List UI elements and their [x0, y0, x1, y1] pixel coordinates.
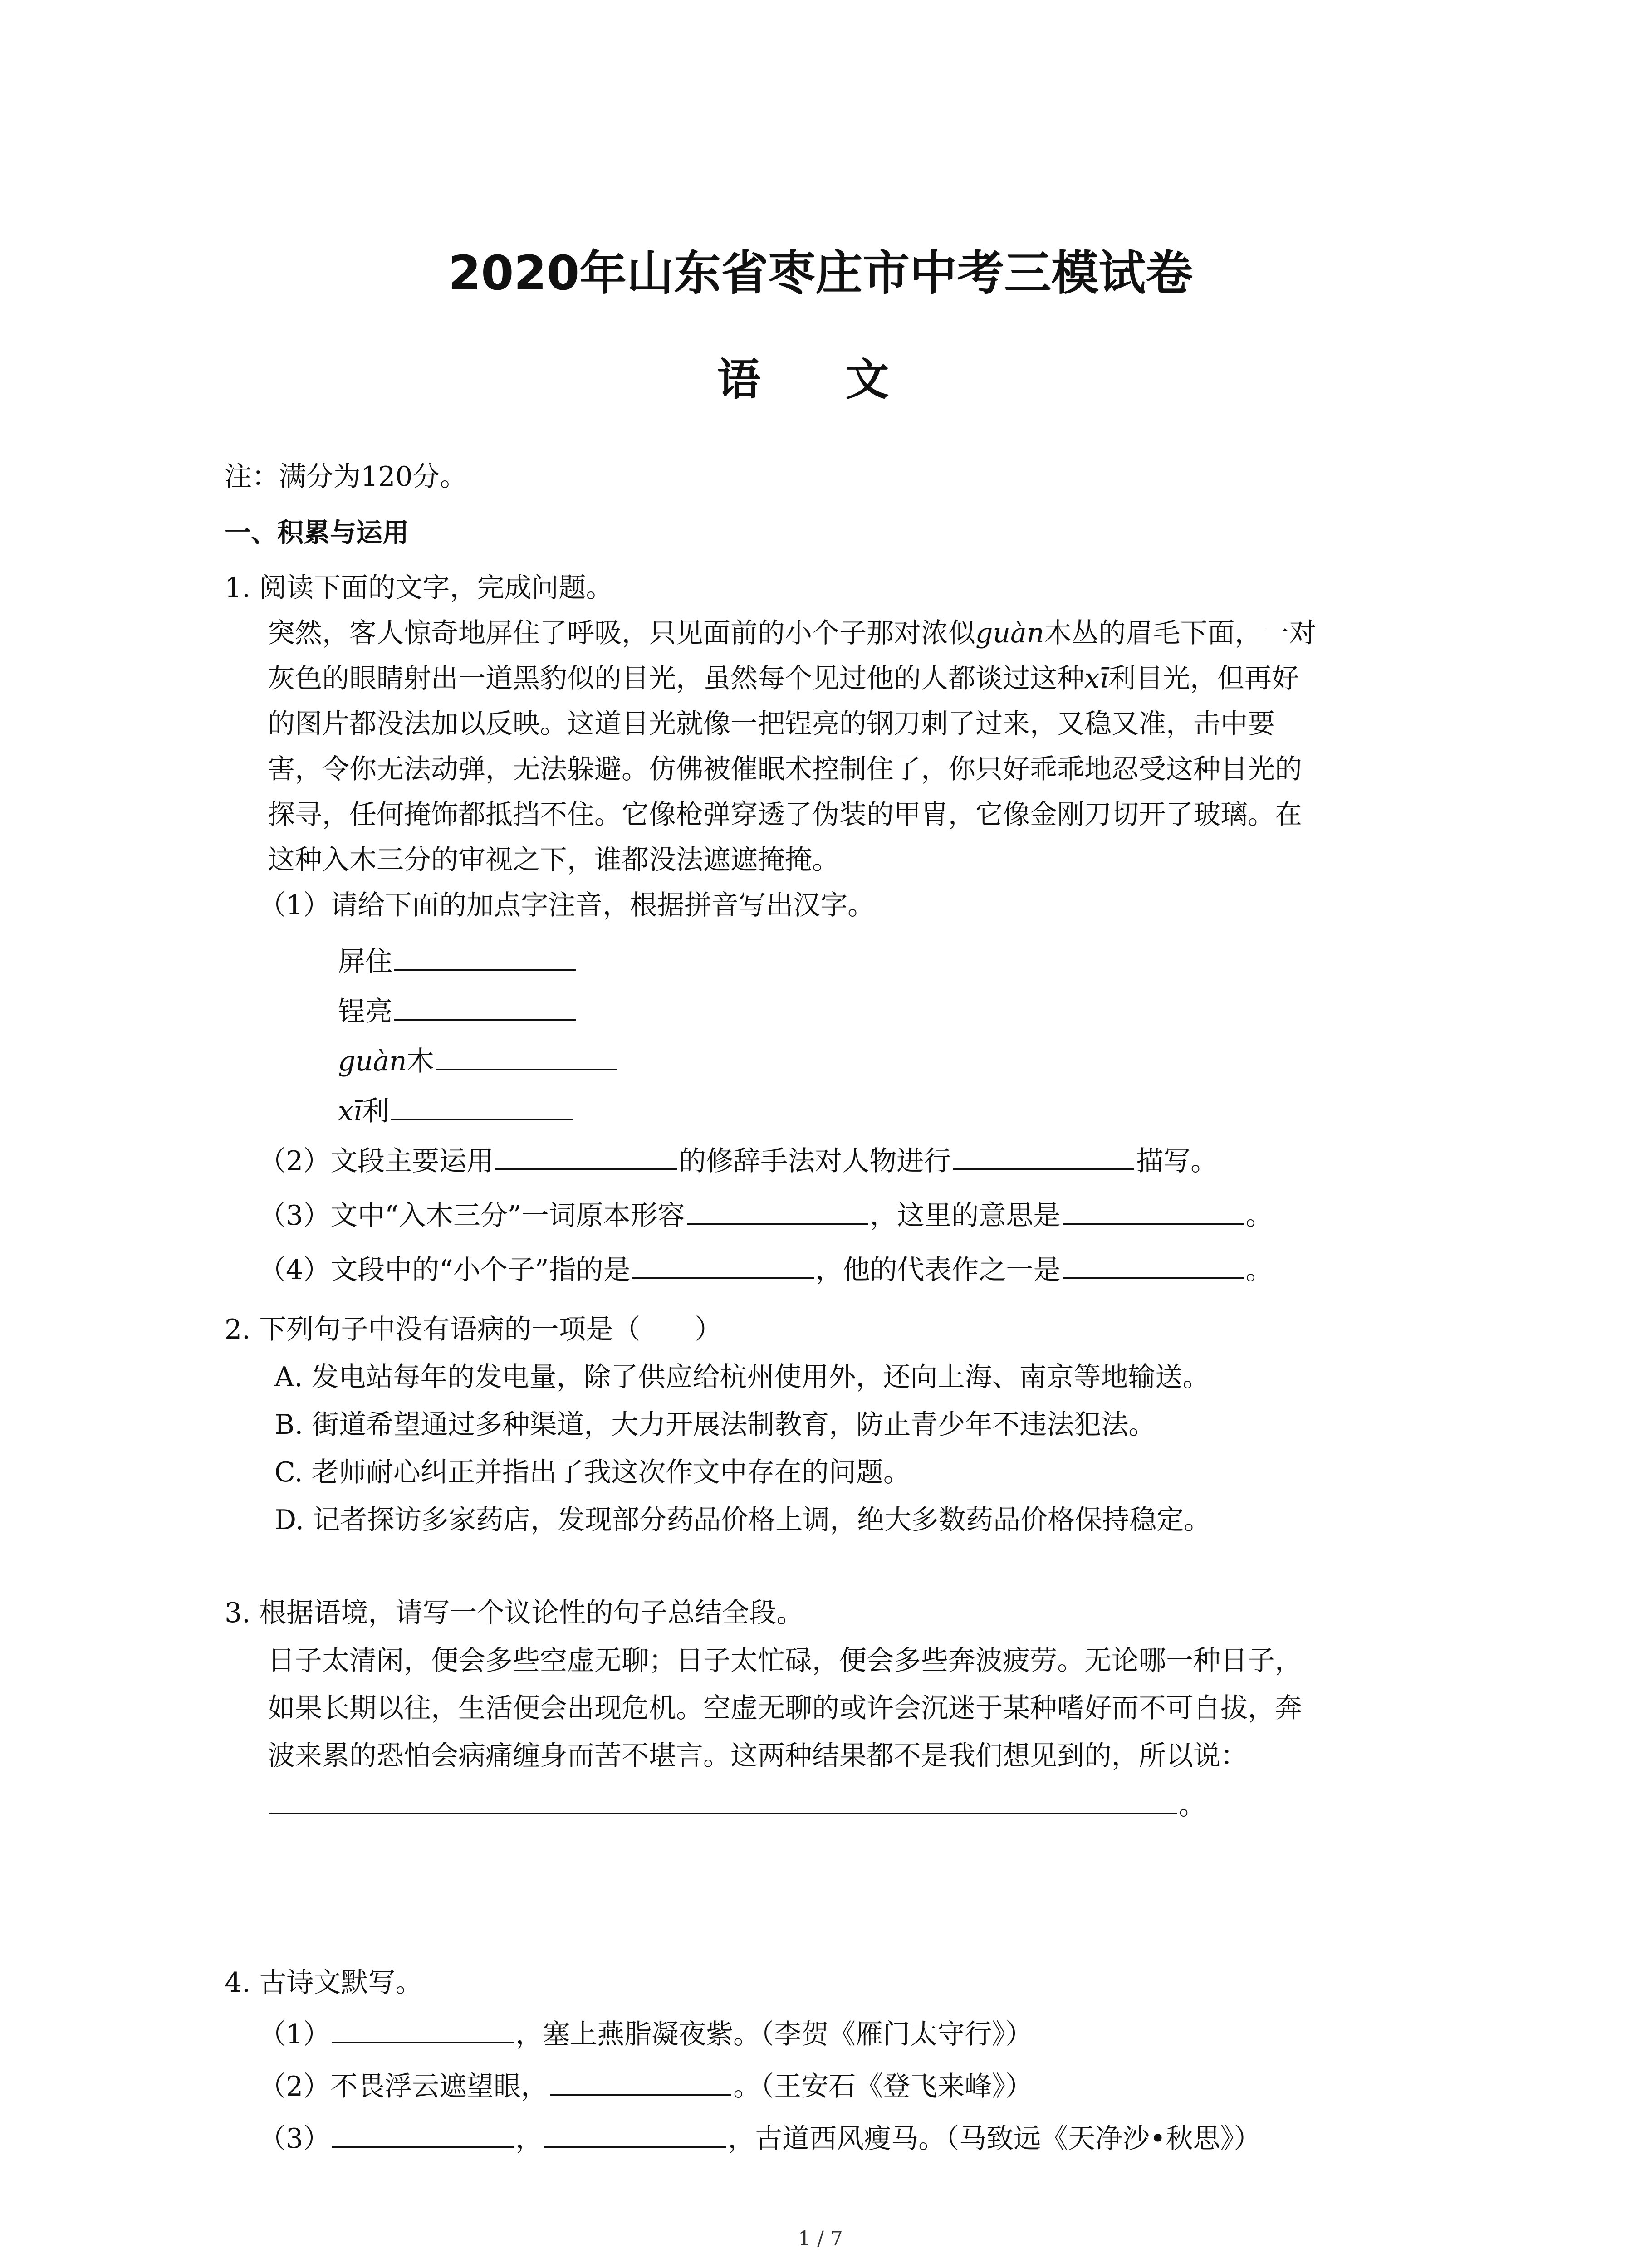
q3-line: 如果长期以往，生活便会出现危机。空虚无聊的或许会沉迷于某种嗜好而不可自拔，奔	[268, 1692, 1302, 1724]
passage-text: 灰色的眼睛射出一道黑豹似的目光，虽然每个见过他的人都谈过这种	[268, 663, 1084, 694]
answer-blank[interactable]	[394, 943, 576, 971]
answer-blank[interactable]	[332, 2016, 514, 2043]
q4-item-2: （2）不畏浮云遮望眼， 。（王安石《登飞来峰》）	[259, 2068, 1033, 2103]
passage-text: 木丛的眉毛下面，一对	[1044, 617, 1317, 649]
answer-blank[interactable]	[394, 993, 576, 1021]
q1-passage-line	[268, 617, 1316, 650]
q2-option-c[interactable]: C. 老师耐心纠正并指出了我这次作文中存在的问题。	[274, 1457, 911, 1488]
q1-passage-line: 害，令你无法动弹，无法躲避。仿佛被催眠术控制住了，你只好乖乖地忍受这种目光的	[268, 753, 1302, 785]
q4-item-1: （1） ，塞上燕脂凝夜紫。（李贺《雁门太守行》）	[259, 2016, 1033, 2051]
answer-blank[interactable]	[632, 1252, 814, 1279]
passage-text: 突然，客人惊奇地屏住了呼吸，只见面前的小个子那对浓似	[268, 617, 975, 649]
answer-blank[interactable]	[550, 2068, 731, 2096]
answer-blank[interactable]	[269, 1787, 1177, 1814]
q1-passage-line	[268, 662, 1299, 695]
answer-blank[interactable]	[953, 1143, 1134, 1170]
q1-passage-line: 这种入木三分的审视之下，谁都没法遮遮掩掩。	[268, 844, 839, 876]
q1-stem: 1. 阅读下面的文字，完成问题。	[225, 572, 613, 604]
q2-stem: 2. 下列句子中没有语病的一项是（ ）	[225, 1314, 722, 1345]
q3-stem: 3. 根据语境，请写一个议论性的句子总结全段。	[225, 1597, 804, 1629]
q3-line: 波来累的恐怕会病痛缠身而苦不堪言。这两种结果都不是我们想见到的，所以说：	[268, 1740, 1248, 1772]
q2-option-a[interactable]: A. 发电站每年的发电量，除了供应给杭州使用外，还向上海、南京等地输送。	[274, 1361, 1210, 1393]
passage-text: 利目光，但再好	[1108, 663, 1299, 694]
q2-option-d[interactable]: D. 记者探访多家药店，发现部分药品价格上调，绝大多数药品价格保持稳定。	[274, 1504, 1211, 1536]
pinyin-text: xī	[1084, 663, 1109, 694]
answer-blank[interactable]	[544, 2121, 726, 2148]
page-number: 1 / 7	[798, 2227, 843, 2250]
q3-line: 日子太清闲，便会多些空虚无聊；日子太忙碌，便会多些奔波疲劳。无论哪一种日子，	[268, 1645, 1302, 1677]
answer-blank[interactable]	[436, 1043, 617, 1070]
answer-blank[interactable]	[1063, 1252, 1244, 1279]
q1-item-b: 锃亮	[338, 993, 578, 1028]
q3-answer-line: 。	[268, 1787, 1206, 1822]
section-heading: 一、积累与运用	[225, 517, 409, 548]
answer-blank[interactable]	[332, 2121, 514, 2148]
answer-blank[interactable]	[1063, 1198, 1244, 1225]
q1-item-c: guàn木	[338, 1043, 619, 1078]
q1-sub3: （3）文中“入木三分”一词原本形容 ，这里的意思是 。	[259, 1198, 1273, 1232]
answer-blank[interactable]	[391, 1093, 573, 1120]
q1-item-a: 屏住	[338, 943, 578, 978]
answer-blank[interactable]	[495, 1143, 677, 1170]
q1-passage-line: 探寻，任何掩饰都抵挡不住。它像枪弹穿透了伪装的甲胄，它像金刚刀切开了玻璃。在	[268, 799, 1302, 831]
q1-item-d: xī利	[338, 1093, 574, 1128]
q1-passage-line: 的图片都没法加以反映。这道目光就像一把锃亮的钢刀刺了过来，又稳又准，击中要	[268, 708, 1275, 740]
score-note: 注：满分为120分。	[225, 461, 467, 493]
q1-sub4: （4）文段中的“小个子”指的是 ，他的代表作之一是 。	[259, 1252, 1273, 1286]
q2-option-b[interactable]: B. 街道希望通过多种渠道，大力开展法制教育，防止青少年不违法犯法。	[274, 1409, 1156, 1441]
pinyin-text: guàn	[975, 617, 1044, 649]
q1-sub1: （1）请给下面的加点字注音，根据拼音写出汉字。	[259, 890, 875, 921]
answer-blank[interactable]	[687, 1198, 868, 1225]
q4-item-3: （3） ， ，古道西风瘦马。（马致远《天净沙•秋思》）	[259, 2121, 1261, 2155]
q1-sub2: （2）文段主要运用 的修辞手法对人物进行 描写。	[259, 1143, 1218, 1178]
q4-stem: 4. 古诗文默写。	[225, 1967, 423, 1999]
subject-title: 语 文	[717, 354, 924, 405]
exam-title: 2020年山东省枣庄市中考三模试卷	[448, 245, 1193, 301]
